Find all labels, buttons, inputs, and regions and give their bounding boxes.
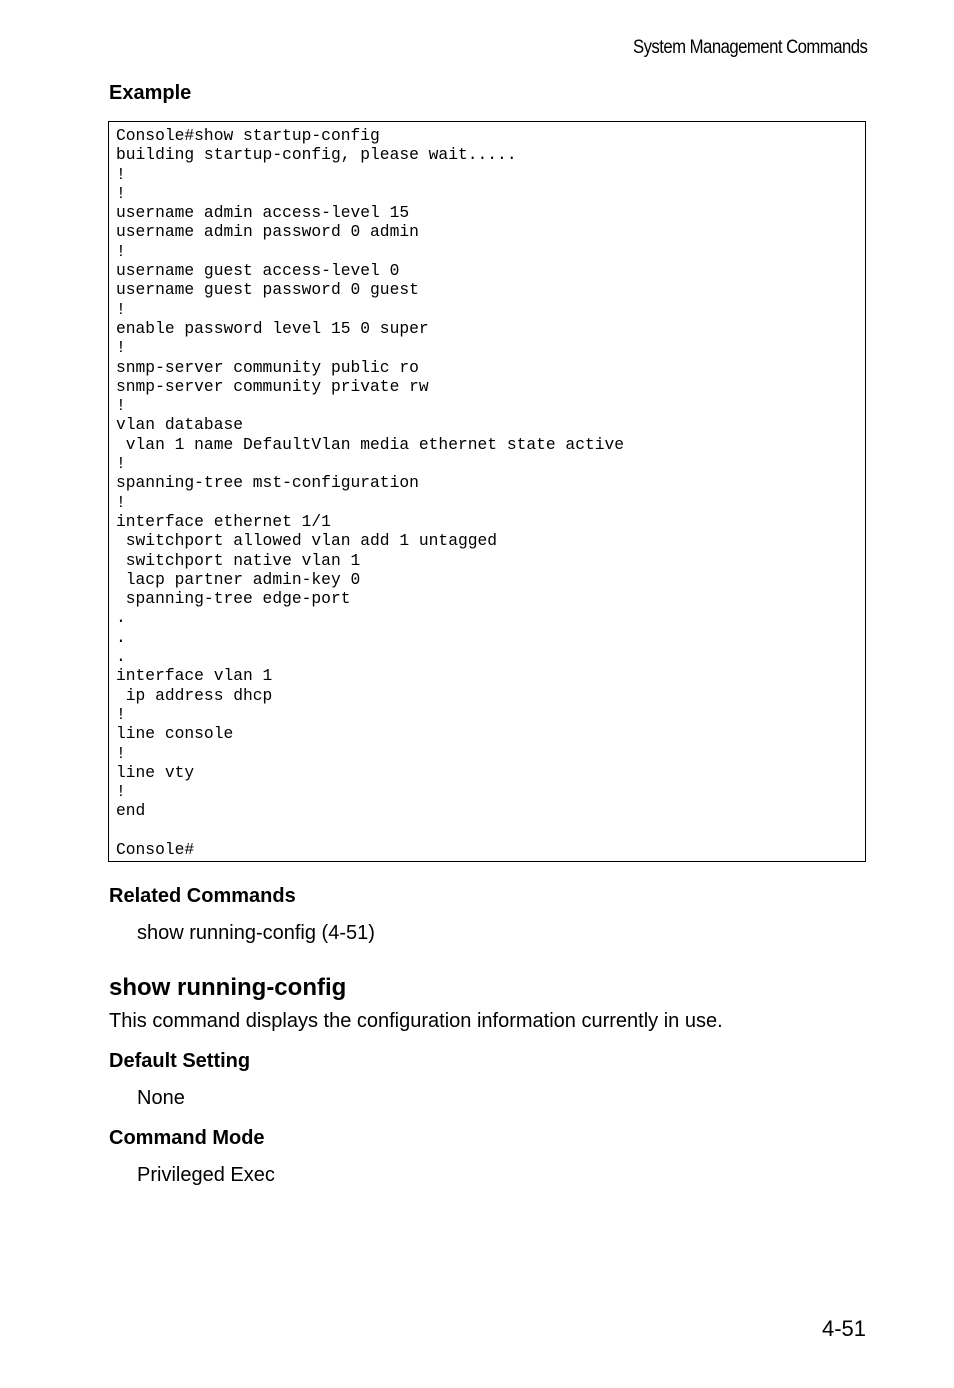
default-setting-heading: Default Setting [109,1050,251,1072]
code-lines [116,126,865,859]
code-line: spanning-tree edge-port [116,589,351,609]
code-line: ! [116,241,126,261]
code-line: ! [116,164,126,184]
code-line: snmp-server community private rw [116,376,429,396]
code-line [116,821,865,840]
code-line: ! [116,183,126,203]
code-line: vlan 1 name DefaultVlan media ethernet state active [116,434,625,454]
code-line: ! [116,782,126,802]
code-line: switchport native vlan 1 [116,550,361,570]
code-line: snmp-server community public ro [116,357,419,377]
code-line: ! [116,338,126,358]
related-command-item: show running-config (4-51) [137,922,375,944]
code-line: ! [116,396,126,416]
code-line: enable password level 15 0 super [116,318,429,338]
code-line: end [116,801,146,821]
code-line: line vty [116,762,195,782]
code-line: switchport allowed vlan add 1 untagged [116,531,498,551]
page-number: 4-51 [821,1316,866,1341]
code-line: interface ethernet 1/1 [116,511,331,531]
code-line: interface vlan 1 [116,666,273,686]
code-line: username guest access-level 0 [116,261,400,281]
section-description: This command displays the configuration information currently in use. [109,1010,723,1032]
code-line: line console [116,724,234,744]
code-line: building startup-config, please wait..... [116,145,517,165]
code-line: spanning-tree mst-configuration [116,473,419,493]
code-line: ! [116,743,126,763]
running-header: System Management Commands [632,37,867,58]
code-line: vlan database [116,415,244,435]
code-line: username guest password 0 guest [116,280,419,300]
command-mode-heading: Command Mode [109,1127,265,1149]
default-setting-value: None [137,1087,185,1109]
code-line: ip address dhcp [116,685,273,705]
related-commands-heading: Related Commands [109,885,296,907]
example-heading: Example [109,82,192,104]
code-line: . [116,647,126,667]
code-line: username admin password 0 admin [116,222,419,242]
code-line: ! [116,704,126,724]
code-example-box [108,121,866,862]
code-line: . [116,608,126,628]
code-line: lacp partner admin-key 0 [116,569,361,589]
section-title: show running-config [109,974,347,1001]
code-line: . [116,627,126,647]
command-mode-value: Privileged Exec [137,1164,275,1186]
code-line: ! [116,492,126,512]
code-line: Console# [116,839,195,859]
code-line: ! [116,299,126,319]
code-line: ! [116,454,126,474]
code-line: username admin access-level 15 [116,203,410,223]
code-line: Console#show startup-config [116,126,380,145]
